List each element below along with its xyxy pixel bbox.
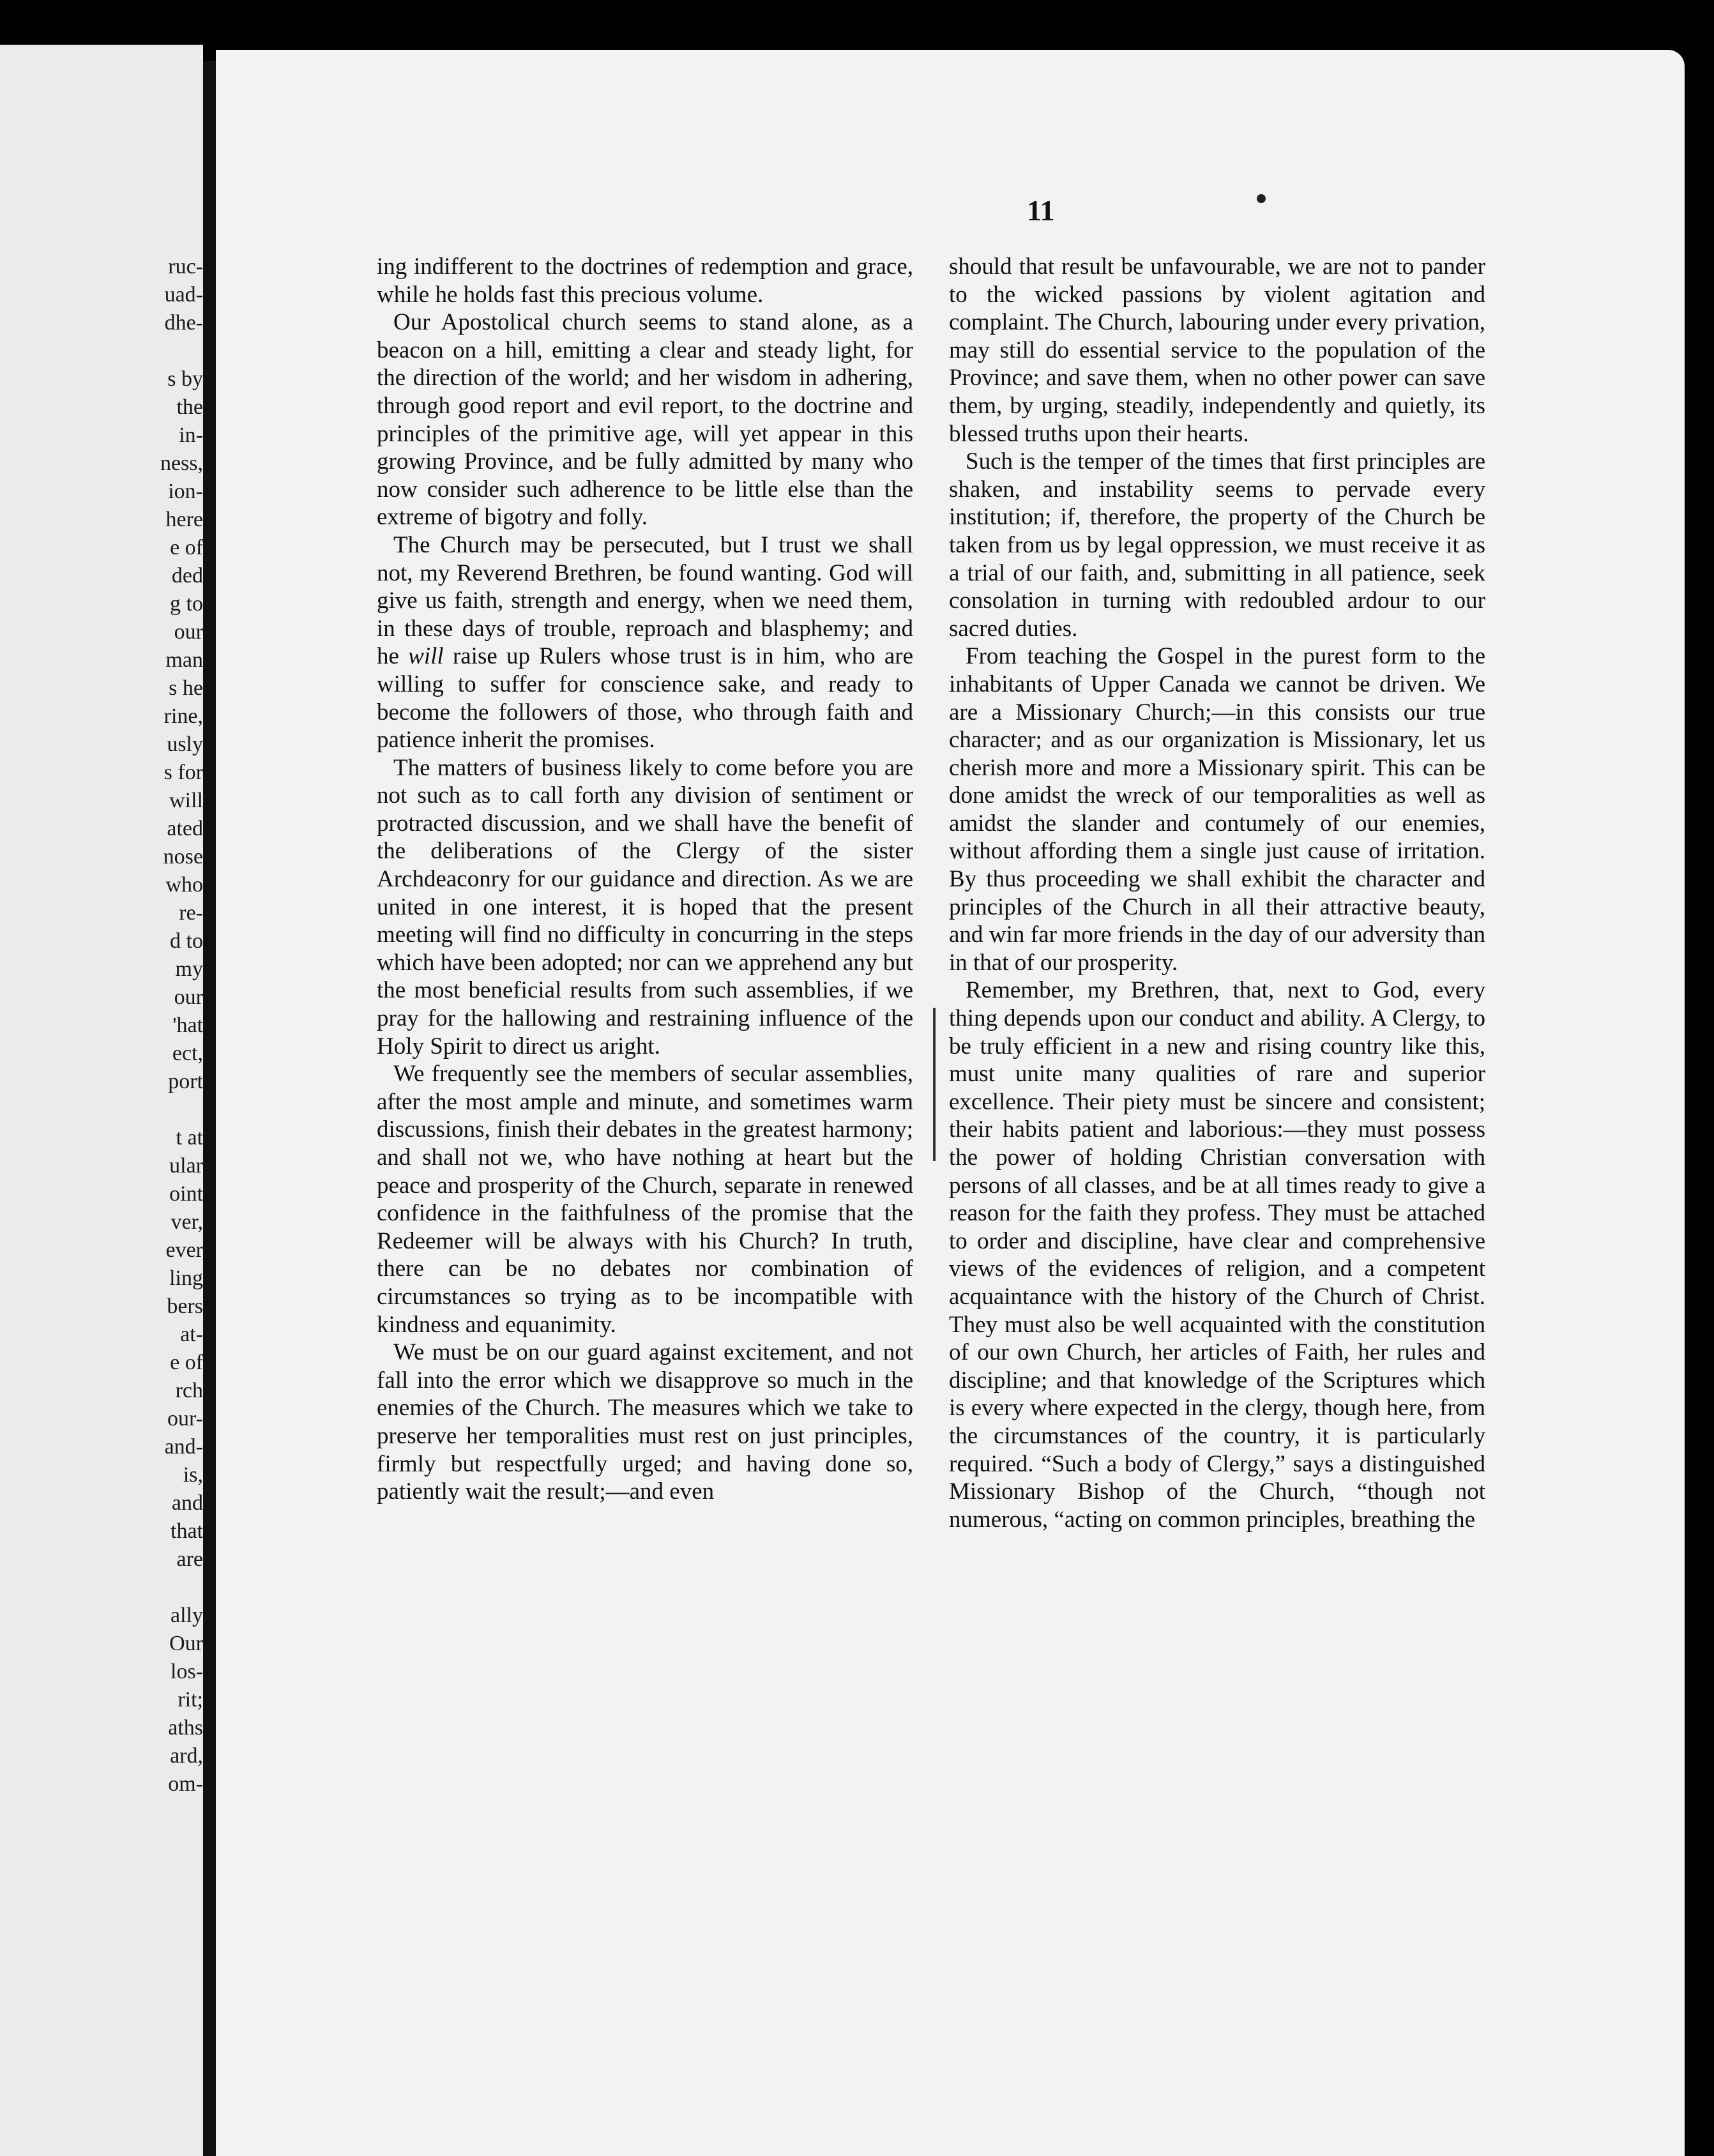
paragraph: We must be on our guard against excitement, and not fall into the error which we disapprove so much in the enemies of the Church. The measures which we take to preserve her temporalities must rest on just principles, firmly but respectfully urged; and having done so, patiently wait the result;—and even xyxy=(377,1339,913,1505)
facing-text-fragment: my xyxy=(175,957,203,981)
facing-text-fragment: s by xyxy=(167,367,203,391)
paragraph xyxy=(377,531,913,754)
facing-text-fragment: in- xyxy=(179,423,203,447)
facing-text-fragment: ard, xyxy=(170,1744,203,1768)
facing-text-fragment: rch xyxy=(175,1379,203,1402)
left-column xyxy=(377,253,913,1506)
paragraph: Such is the temper of the times that first principles are shaken, and instability seems to pervade every institution; if, therefore, the property of the Church be taken from us by legal oppression, we must receive it as a trial of our faith, and, submitting in all patience, seek consolation in turning with redoubled ardour to our sacred duties. xyxy=(949,448,1485,642)
facing-text-fragment: oint xyxy=(169,1182,203,1206)
facing-text-fragment: g to xyxy=(170,592,203,616)
facing-text-fragment: ling xyxy=(169,1266,203,1290)
facing-text-fragment: nose xyxy=(163,845,203,869)
facing-text-fragment: ion- xyxy=(168,480,203,503)
facing-text-fragment: ect, xyxy=(172,1042,203,1065)
column-rule xyxy=(933,1008,936,1161)
facing-text-fragment: are xyxy=(176,1547,203,1571)
facing-text-fragment: s for xyxy=(163,761,203,784)
facing-text-fragment: dhe- xyxy=(164,311,203,335)
facing-text-fragment: ness, xyxy=(160,452,203,475)
facing-text-fragment: ever xyxy=(165,1238,203,1262)
facing-text-fragment: ally xyxy=(171,1604,203,1627)
facing-text-fragment: om- xyxy=(168,1772,203,1796)
facing-text-fragment xyxy=(107,337,203,365)
page-number: 11 xyxy=(1027,194,1055,227)
right-column xyxy=(949,253,1485,1533)
facing-text-fragment: usly xyxy=(167,733,203,756)
facing-text-fragment: the xyxy=(176,395,203,419)
facing-text-fragment: ruc- xyxy=(168,255,203,278)
facing-text-fragment: at- xyxy=(180,1323,203,1346)
facing-text-fragment: who xyxy=(165,873,203,897)
paragraph: Remember, my Brethren, that, next to God, every thing depends upon our conduct and ability. A Clergy, to be truly efficient in a new and rising country like this, must unite many qualities of rare and superior excellence. Their piety must be sincere and consistent; their habits patient and laborious:—they must possess the power of holding Christian conversation with persons of all classes, and be at all times ready to give a reason for the faith they profess. They must be attached to order and discipline, have clear and comprehensive views of the evidences of religion, and a competent acquaintance with the history of the Church of Christ. They must also be well acquainted with the constitution of our own Church, her articles of Faith, her rules and discipline; and that knowledge of the Scriptures which is every where expected in the clergy, though here, from the circumstances of the country, it is particularly required. “Such a body of Clergy,” says a distinguished Missionary Bishop of the Church, “though not numerous, “acting on common principles, breathing the xyxy=(949,977,1485,1533)
paragraph: From teaching the Gospel in the purest form to the inhabitants of Upper Canada we cannot be driven. We are a Missionary Church;—in this consists our true character; and as our organization is Missionary, let us cherish more and more a Missionary spirit. This can be done amidst the wreck of our temporalities as well as amidst the slander and contumely of our enemies, without affording them a single just cause of irritation. By thus proceeding we shall exhibit the character and principles of the Church in all their attractive beauty, and win far more friends in the day of our adversity than in that of our prosperity. xyxy=(949,643,1485,976)
facing-text-fragment: our xyxy=(174,985,203,1009)
paragraph: should that result be unfavourable, we are not to pander to the wicked passions by violent agitation and complaint. The Church, labouring under every privation, may still do essential service to the population of the Province; and save them, when no other power can save them, by urging, steadily, independently and quietly, its blessed truths upon their hearts. xyxy=(949,254,1485,447)
facing-text-fragment: and- xyxy=(164,1435,203,1459)
facing-text-fragment: our xyxy=(174,620,203,644)
facing-text-fragment: Our xyxy=(169,1632,203,1655)
paragraph: Our Apostolical church seems to stand alone, as a beacon on a hill, emitting a clear and steady light, for the direction of the world; and her wisdom in adhering, through good report and evil report, to the doctrine and principles of the primitive age, will yet appear in this growing Province, and be fully admitted by many who now consider such adherence to be little else than the extreme of bigotry and folly. xyxy=(377,309,913,531)
facing-text-fragment: d to xyxy=(170,929,203,953)
facing-text-fragment: will xyxy=(169,789,203,812)
facing-text-fragment: bers xyxy=(167,1294,203,1318)
facing-text-fragment: e of xyxy=(170,536,203,559)
paragraph-text: raise up Rulers whose trust is in him, who are willing to suffer for conscience sake, and ready to become the followers of those, who through faith and patience inherit the promises. xyxy=(377,643,913,754)
page xyxy=(216,50,1685,2156)
facing-page xyxy=(0,45,203,2156)
facing-text-fragment: e of xyxy=(170,1351,203,1374)
facing-text-fragment: 'hat xyxy=(172,1013,203,1037)
facing-text-fragment: and xyxy=(171,1491,203,1515)
facing-text-fragment: ular xyxy=(169,1154,203,1178)
facing-text-fragment: t at xyxy=(176,1126,203,1150)
facing-text-fragment: uad- xyxy=(164,283,203,307)
emphasis-word: will xyxy=(408,643,444,670)
paragraph: We frequently see the members of secular assemblies, after the most ample and minute, and sometimes warm discussions, finish their debates in the greatest harmony; and shall not we, who have nothing at heart but the peace and prosperity of the Church, separate in renewed confidence in the faithfulness of the promise that the Redeemer will be always with his Church? In truth, there can be no debates nor combination of circumstances so trying as to be incompatible with kindness and equanimity. xyxy=(377,1061,913,1338)
facing-text-fragment: aths xyxy=(168,1716,203,1740)
facing-text-fragment: s he xyxy=(169,676,203,700)
facing-text-fragment: that xyxy=(171,1519,203,1543)
facing-text-fragment: los- xyxy=(171,1660,203,1683)
paragraph: ing indifferent to the doctrines of redemption and grace, while he holds fast this precious volume. xyxy=(377,254,913,308)
gutter-shadow xyxy=(203,61,216,2156)
facing-text-fragment xyxy=(107,1096,203,1124)
facing-text-fragment: here xyxy=(165,508,203,531)
facing-page-text-fragments xyxy=(107,253,203,1798)
facing-text-fragment: port xyxy=(168,1070,203,1093)
paragraph: The matters of business likely to come before you are not such as to call forth any division of sentiment or protracted discussion, and we shall have the benefit of the deliberations of the Clergy of the sister Archdeaconry for our guidance and direction. As we are united in one interest, it is hoped that the present meeting will find no difficulty in concurring in the steps which have been adopted; nor can we apprehend any but the most beneficial results from such assemblies, if we pray for the hallowing and restraining influence of the Holy Spirit to direct us aright. xyxy=(377,754,913,1059)
ink-speck xyxy=(1257,194,1266,203)
facing-text-fragment: is, xyxy=(183,1463,203,1487)
facing-text-fragment: ver, xyxy=(171,1210,203,1234)
facing-text-fragment xyxy=(107,1574,203,1602)
facing-text-fragment: rit; xyxy=(178,1688,203,1712)
facing-text-fragment: man xyxy=(165,648,203,672)
facing-text-fragment: rine, xyxy=(163,704,203,728)
facing-text-fragment: our- xyxy=(167,1407,203,1431)
facing-text-fragment: re- xyxy=(179,901,203,925)
facing-text-fragment: ated xyxy=(167,817,203,840)
paragraph-text: The Church may be persecuted, but I trust we shall not, my Reverend Brethren, be found wanting. God will give us faith, strength and energy, when we need them, in these days of trouble, reproach and blasphemy; and he xyxy=(377,531,913,670)
facing-text-fragment: ded xyxy=(171,564,203,588)
